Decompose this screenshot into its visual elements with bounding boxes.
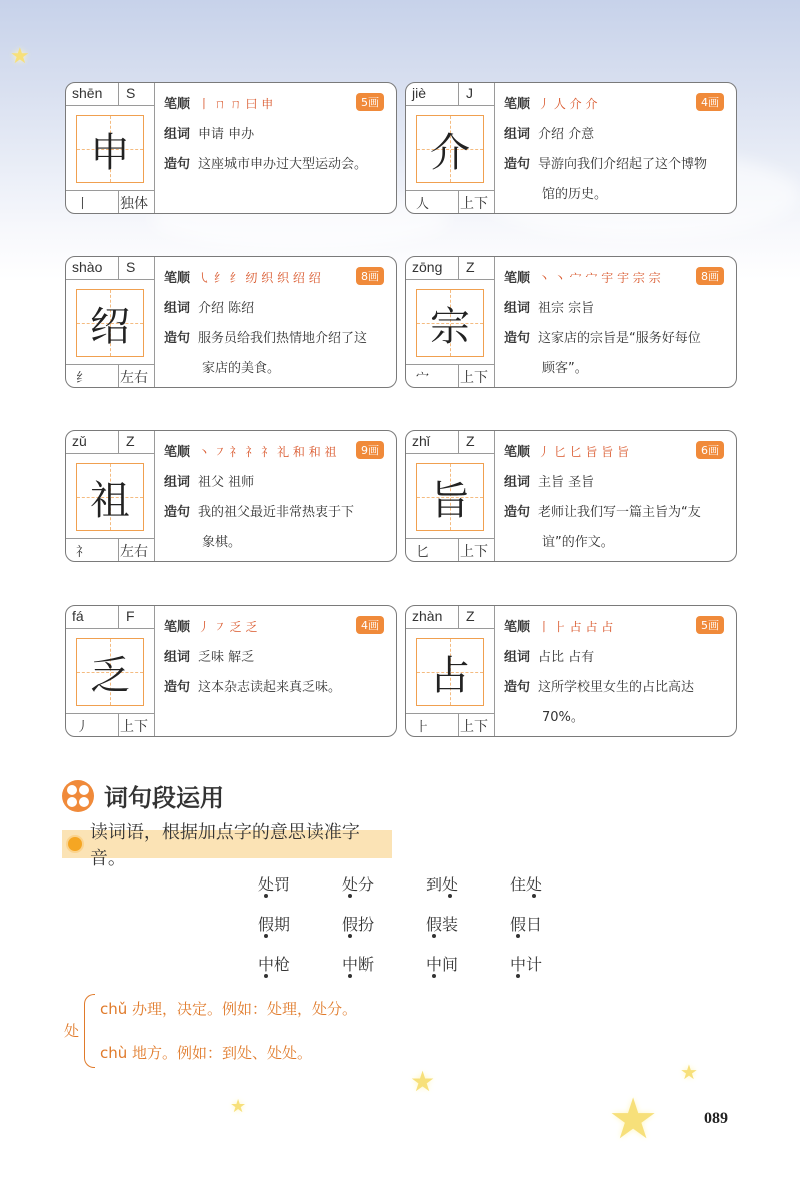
character-grid (76, 463, 144, 531)
character-grid (416, 463, 484, 531)
zuci-words: 介绍 介意 (538, 127, 595, 142)
structure: 上下 (120, 719, 148, 735)
label-zuci: 组词 (164, 127, 191, 142)
star-icon: ★ (608, 1087, 659, 1152)
label-zuci: 组词 (504, 650, 531, 665)
stroke-order-line (164, 441, 337, 460)
radical-row (66, 538, 154, 561)
character: 宗 (430, 303, 470, 350)
initial-letter: F (126, 608, 135, 624)
stroke-order: 丨 ㄇ ㄇ 曰 申 (198, 97, 274, 111)
zaoju-line (504, 501, 701, 520)
instruction-bar (62, 822, 392, 869)
radical-row (406, 364, 494, 387)
initial-letter: Z (466, 608, 475, 624)
stroke-order: 丿 ㇇ 乏 乏 (198, 620, 258, 634)
zuci-words: 占比 占有 (538, 650, 595, 665)
emphasis-dot (532, 894, 536, 898)
label-zaoju: 造句 (164, 331, 191, 346)
zaoju-sentence: 我的祖父最近非常热衷于下 (198, 505, 355, 520)
stroke-order: 丿 人 介 介 (538, 97, 598, 111)
stroke-order: 丨 ⺊ 占 占 占 (538, 620, 614, 634)
zuci-words: 乏味 解乏 (198, 650, 255, 665)
label-bishun: 笔顺 (164, 271, 191, 286)
pinyin-row (406, 431, 494, 454)
section-heading (62, 778, 224, 813)
radical: 人 (416, 197, 430, 212)
stroke-count-badge: 9画 (356, 441, 384, 459)
zuci-line (504, 297, 594, 316)
stroke-order-line (164, 93, 273, 112)
pinyin: zhàn (412, 608, 443, 624)
label-zuci: 组词 (504, 301, 531, 316)
label-zuci: 组词 (164, 475, 191, 490)
zuci-line (164, 297, 254, 316)
card-right-panel (164, 431, 390, 561)
card-left-panel (406, 431, 495, 561)
structure: 独体 (120, 196, 148, 212)
radical: 匕 (416, 545, 430, 560)
instruction-text: 读词语，根据加点字的意思读准字音。 (89, 822, 360, 869)
label-bishun: 笔顺 (504, 620, 531, 635)
radical: 丨 (76, 197, 90, 212)
label-zuci: 组词 (504, 475, 531, 490)
label-zaoju: 造句 (504, 505, 531, 520)
card-left-panel (66, 83, 155, 213)
card-left-panel (406, 606, 495, 736)
star-icon: ★ (410, 1065, 436, 1098)
zaoju-line (504, 153, 707, 172)
definition-line: chù 地方。例如：到处、处处。 (100, 1044, 313, 1062)
zaoju-continued: 象棋。 (202, 535, 242, 550)
zuci-line (504, 123, 594, 142)
character-grid (416, 289, 484, 357)
character: 祖 (90, 477, 130, 524)
structure: 左右 (120, 370, 148, 386)
pinyin-row (406, 606, 494, 629)
label-zaoju: 造句 (504, 157, 531, 172)
character: 旨 (430, 477, 470, 524)
zaoju-sentence: 老师让我们写一篇主旨为“友 (538, 505, 701, 520)
emphasis-dot (264, 974, 268, 978)
character-card (405, 256, 737, 388)
radical-row (406, 190, 494, 213)
pinyin-row (66, 431, 154, 454)
zuci-words: 申请 申办 (198, 127, 255, 142)
character: 占 (430, 652, 470, 699)
zaoju-continued: 谊”的作文。 (542, 535, 614, 550)
initial-letter: S (126, 259, 136, 275)
card-right-panel (504, 83, 730, 213)
pinyin-row (66, 83, 154, 106)
brace (84, 994, 95, 1068)
vocab-word: 假期 (258, 915, 291, 934)
radical: 纟 (76, 371, 90, 386)
label-zuci: 组词 (504, 127, 531, 142)
stroke-count-badge: 8画 (356, 267, 384, 285)
definition-head: 处 (64, 1022, 80, 1040)
bullet-icon (66, 835, 84, 853)
radical: 丿 (76, 720, 90, 735)
pinyin-row (66, 606, 154, 629)
stroke-order: 丶 丶 宀 宀 宇 宇 宗 宗 (538, 271, 661, 285)
card-left-panel (66, 257, 155, 387)
definition-line: chǔ 办理，决定。例如：处理，处分。 (100, 1000, 358, 1018)
radical-row (66, 190, 154, 213)
initial-letter: S (126, 85, 136, 101)
zaoju-sentence: 这所学校里女生的占比高达 (538, 680, 695, 695)
stroke-order-line (504, 267, 661, 286)
zaoju-line (164, 501, 354, 520)
stroke-order-line (504, 441, 629, 460)
pinyin: zhǐ (412, 433, 430, 449)
initial-letter: Z (466, 259, 475, 275)
zaoju-continued: 馆的历史。 (542, 187, 608, 202)
emphasis-dot (516, 934, 520, 938)
radical-row (406, 713, 494, 736)
label-zuci: 组词 (164, 650, 191, 665)
zaoju-line (164, 153, 367, 172)
vocab-word: 到处 (426, 875, 459, 894)
structure: 上下 (460, 544, 488, 560)
card-right-panel (164, 257, 390, 387)
character-grid (76, 289, 144, 357)
radical-row (66, 364, 154, 387)
label-bishun: 笔顺 (164, 445, 191, 460)
radical-row (406, 538, 494, 561)
card-right-panel (504, 606, 730, 736)
zaoju-sentence: 导游向我们介绍起了这个博物 (538, 157, 708, 172)
radical-row (66, 713, 154, 736)
zuci-line (164, 123, 254, 142)
character: 乏 (90, 652, 130, 699)
character: 绍 (90, 303, 130, 350)
vocab-word: 中间 (426, 955, 459, 974)
vocab-word: 假扮 (342, 915, 375, 934)
zaoju-line (164, 676, 341, 695)
vocab-word: 假日 (510, 915, 543, 934)
page-number: 089 (704, 1110, 728, 1127)
emphasis-dot (432, 934, 436, 938)
pinyin: zǔ (72, 433, 87, 449)
character-card (405, 605, 737, 737)
character: 申 (90, 129, 130, 176)
stroke-order-line (164, 616, 257, 635)
initial-letter: Z (126, 433, 135, 449)
label-zaoju: 造句 (164, 157, 191, 172)
character-grid (416, 115, 484, 183)
vocab-word: 处分 (342, 875, 375, 894)
zuci-line (164, 646, 254, 665)
emphasis-dot (448, 894, 452, 898)
zaoju-line (504, 327, 701, 346)
stroke-order: 丶 ㇇ 礻 礻 礻 礼 和 和 祖 (198, 445, 337, 459)
label-bishun: 笔顺 (504, 445, 531, 460)
zuci-words: 祖宗 宗旨 (538, 301, 595, 316)
stroke-count-badge: 8画 (696, 267, 724, 285)
character-card (65, 605, 397, 737)
zaoju-line (504, 676, 694, 695)
label-zuci: 组词 (164, 301, 191, 316)
initial-letter: J (466, 85, 473, 101)
stroke-count-badge: 5画 (696, 616, 724, 634)
stroke-count-badge: 4画 (356, 616, 384, 634)
character-card (65, 256, 397, 388)
radical: 宀 (416, 371, 430, 386)
character-grid (76, 115, 144, 183)
card-left-panel (406, 257, 495, 387)
pinyin: shào (72, 259, 103, 275)
card-right-panel (164, 83, 390, 213)
vocab-word: 假装 (426, 915, 459, 934)
initial-letter: Z (466, 433, 475, 449)
vocab-word: 中枪 (258, 955, 291, 974)
character-card (405, 82, 737, 214)
pinyin-row (406, 83, 494, 106)
structure: 上下 (460, 196, 488, 212)
vocab-word: 住处 (510, 875, 543, 894)
character-card (405, 430, 737, 562)
structure: 左右 (120, 544, 148, 560)
label-zaoju: 造句 (504, 331, 531, 346)
stroke-order-line (504, 93, 597, 112)
card-left-panel (66, 431, 155, 561)
pinyin: zōng (412, 259, 443, 275)
label-zaoju: 造句 (164, 680, 191, 695)
radical: 礻 (76, 545, 90, 560)
stroke-order: ㇂ 纟 纟 纫 织 织 绍 绍 (198, 271, 321, 285)
character-grid (416, 638, 484, 706)
stroke-count-badge: 4画 (696, 93, 724, 111)
stroke-order-line (164, 267, 321, 286)
pinyin: shēn (72, 85, 103, 101)
vocab-word: 中断 (342, 955, 375, 974)
zaoju-continued: 顾客”。 (542, 361, 588, 376)
character: 介 (430, 129, 470, 176)
zuci-line (504, 646, 594, 665)
card-left-panel (66, 606, 155, 736)
structure: 上下 (460, 370, 488, 386)
stroke-count-badge: 5画 (356, 93, 384, 111)
label-zaoju: 造句 (164, 505, 191, 520)
vocab-word: 中计 (510, 955, 543, 974)
zaoju-line (164, 327, 367, 346)
zuci-line (164, 471, 254, 490)
label-bishun: 笔顺 (164, 620, 191, 635)
zuci-words: 主旨 圣旨 (538, 475, 595, 490)
emphasis-dot (516, 974, 520, 978)
zaoju-sentence: 这座城市申办过大型运动会。 (198, 157, 368, 172)
zuci-words: 介绍 陈绍 (198, 301, 255, 316)
pinyin: jiè (412, 85, 427, 101)
card-right-panel (504, 257, 730, 387)
emphasis-dot (264, 894, 268, 898)
stroke-order: 丿 匕 匕 旨 旨 旨 (538, 445, 630, 459)
pinyin: fá (72, 608, 84, 624)
stroke-order-line (504, 616, 613, 635)
emphasis-dot (348, 894, 352, 898)
emphasis-dot (348, 934, 352, 938)
zaoju-continued: 家店的美食。 (202, 361, 281, 376)
card-left-panel (406, 83, 495, 213)
label-bishun: 笔顺 (504, 271, 531, 286)
character-card (65, 430, 397, 562)
emphasis-dot (264, 934, 268, 938)
zaoju-sentence: 服务员给我们热情地介绍了这 (198, 331, 368, 346)
zuci-words: 祖父 祖师 (198, 475, 255, 490)
emphasis-dot (432, 974, 436, 978)
section-icon (62, 780, 94, 812)
character-grid (76, 638, 144, 706)
zaoju-sentence: 这家店的宗旨是“服务好每位 (538, 331, 701, 346)
zuci-line (504, 471, 594, 490)
label-zaoju: 造句 (504, 680, 531, 695)
zaoju-continued: 70%。 (542, 710, 584, 725)
card-right-panel (164, 606, 390, 736)
label-bishun: 笔顺 (164, 97, 191, 112)
pinyin-row (406, 257, 494, 280)
pinyin-row (66, 257, 154, 280)
vocab-word: 处罚 (258, 875, 291, 894)
star-icon: ★ (230, 1096, 247, 1117)
section-title: 词句段运用 (104, 784, 224, 812)
card-right-panel (504, 431, 730, 561)
label-bishun: 笔顺 (504, 97, 531, 112)
zaoju-sentence: 这本杂志读起来真乏味。 (198, 680, 342, 695)
character-card (65, 82, 397, 214)
radical: ⺊ (416, 720, 430, 735)
stroke-count-badge: 6画 (696, 441, 724, 459)
emphasis-dot (348, 974, 352, 978)
star-icon: ★ (10, 44, 30, 69)
structure: 上下 (460, 719, 488, 735)
star-icon: ★ (680, 1060, 698, 1084)
